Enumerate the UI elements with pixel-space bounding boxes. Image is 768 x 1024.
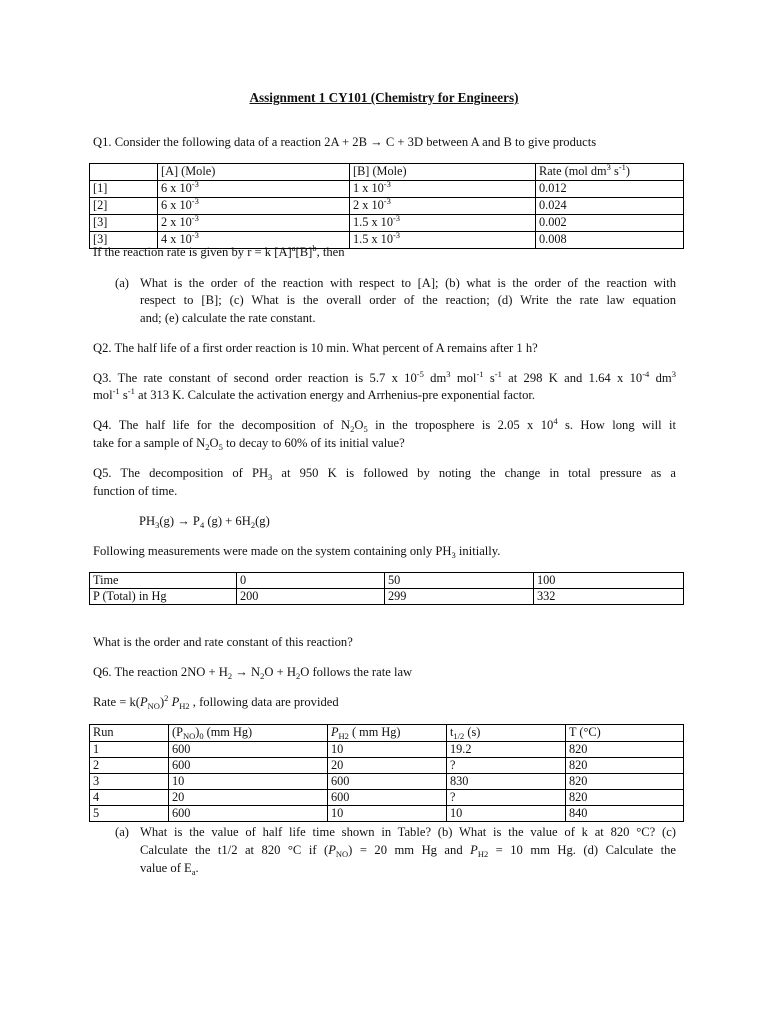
q6-cell: 600 [169,742,328,758]
q1-header-blank [90,164,158,181]
q5-equation: $PH_3(g) \to P_4$ $(g) + 6H_2(g)$ [139,514,270,530]
q1-header-rate: Rate (mol $dm^3$ $s^{-1}$) [536,164,684,181]
q6-cell: 20 [169,790,328,806]
table-row [90,790,684,806]
q6-cell: 600 [328,774,447,790]
q1-b-cell: 1.5 x $10^{-3}$ [350,215,536,232]
q6-cell: 1 [90,742,169,758]
q6-sub-line-1: What is the value of half life time shown in Table? (b) What is the value of k at 820 °C? (c) [140,825,676,839]
q1-rate-cell: 0.012 [536,181,684,198]
table-row [90,806,684,822]
q5-line-2: function of time. [93,484,178,498]
q5-cell: 100 [534,573,684,589]
q1-data-table [89,163,684,249]
q5-cell: 200 [237,589,385,605]
q6-data-table [89,724,684,822]
q6-cell: 19.2 [447,742,566,758]
q1-run-cell: [3] [90,232,158,249]
q5-measurements-line: Following measurements were made on the system containing only $PH_3$ initially. [93,544,501,560]
q6-cell: 830 [447,774,566,790]
q6-cell: 600 [169,806,328,822]
q3-line-1: Q3. The rate constant of second order reaction is 5.7 x $10^{-5}$ $dm^3$ mol$^{-1}$ $s^{-1}$ at 298 K and 1.64 x $10^{-4}$ $dm^3$ [93,369,676,385]
q6-cell: 5 [90,806,169,822]
q1-a-cell: 6 x $10^{-3}$ [158,181,350,198]
q1-a-cell: 6 x $10^{-3}$ [158,198,350,215]
q6-header-pno: $(P_{NO})_0$ (mm Hg) [169,725,328,742]
q6-cell: 820 [566,774,684,790]
q6-sub-label: (a) [115,825,129,839]
q1-b-cell: 2 x $10^{-3}$ [350,198,536,215]
table-row [90,215,684,232]
q1-sub-line-2: respect to [B]; (c) What is the overall order of the reaction; (d) Write the rate law equation [140,293,676,307]
q1-b-cell: 1 x $10^{-3}$ [350,181,536,198]
q6-cell: 10 [447,806,566,822]
q1-a-cell: 4 x $10^{-3}$ [158,232,350,249]
q1-rate-cell: 0.002 [536,215,684,232]
table-row [90,589,684,605]
q6-cell: 600 [169,758,328,774]
q6-header-half-life: $t_{1/2}$ (s) [447,725,566,742]
q6-cell: 3 [90,774,169,790]
q1-table-header-row [90,164,684,181]
table-row [90,758,684,774]
table-row [90,742,684,758]
q1-b-cell: 1.5 x $10^{-3}$ [350,232,536,249]
q6-sub-line-3: value of $E_a$. [140,861,199,877]
q1-sub-label: (a) [115,276,129,290]
q1-sub-line-3: and; (e) calculate the rate constant. [140,311,316,325]
q1-rate-cell: 0.024 [536,198,684,215]
q1-rate-cell: 0.008 [536,232,684,249]
q1-run-cell: [1] [90,181,158,198]
q1-intro: Q1. Consider the following data of a reaction 2A + 2B → C + 3D between A and B to give products [93,135,597,149]
q6-cell: 820 [566,790,684,806]
q6-cell: 10 [328,742,447,758]
q6-header-ph2: $P_{H2}$ ( mm Hg) [328,725,447,742]
q1-header-a: [A] (Mole) [158,164,350,181]
q5-cell: Time [90,573,237,589]
q1-a-cell: 2 x $10^{-3}$ [158,215,350,232]
q6-cell: ? [447,790,566,806]
q5-cell: P (Total) in Hg [90,589,237,605]
q4-line-2: take for a sample of $N_2O_5$ to decay to 60% of its initial value? [93,436,405,452]
table-row [90,198,684,215]
q1-run-cell: [3] [90,215,158,232]
q6-sub-line-2: Calculate the t1/2 at 820 °C if $(P_{NO}) = 20$ mm Hg and $P_{H2} = 10$ mm Hg. (d) Calculate the [140,843,677,859]
q6-cell: 20 [328,758,447,774]
q6-cell: 4 [90,790,169,806]
q2-text: Q2. The half life of a first order reaction is 10 min. What percent of A remains after 1 h? [93,341,538,355]
q6-line-1: Q6. The reaction $2NO + H_2 \to N_2O + H_2O$ follows the rate law [93,665,413,681]
q5-cell: 0 [237,573,385,589]
q1-run-cell: [2] [90,198,158,215]
q6-header-run: Run [90,725,169,742]
q6-rate-law: Rate = $k(P_{NO})^2$ $P_{H2}$ , following data are provided [93,693,339,711]
q1-sub-line-1: What is the order of the reaction with respect to [A]; (b) what is the order of the reaction with [140,276,676,290]
table-row [90,573,684,589]
q5-cell: 299 [385,589,534,605]
q5-line-1: Q5. The decomposition of $PH_3$ at 950 K is followed by noting the change in total pressure as a [93,466,676,482]
q6-cell: ? [447,758,566,774]
q4-line-1: Q4. The half life for the decomposition of $N_2O_5$ in the troposphere is 2.05 x $10^4$ s. How long will it [93,416,676,434]
q3-line-2: mol$^{-1}$ $s^{-1}$ at 313 K. Calculate the activation energy and Arrhenius-pre exponential factor. [93,386,536,402]
table-row [90,181,684,198]
q6-cell: 820 [566,742,684,758]
q5-cell: 50 [385,573,534,589]
q6-cell: 840 [566,806,684,822]
q1-header-b: [B] (Mole) [350,164,536,181]
q6-cell: 10 [169,774,328,790]
q6-cell: 820 [566,758,684,774]
table-row [90,774,684,790]
q6-cell: 10 [328,806,447,822]
assignment-title: Assignment 1 CY101 (Chemistry for Engineers) [249,90,519,105]
q1-rate-law-line: If the reaction rate is given by r = k $[A]^a[B]^b$, then [93,243,345,259]
q6-cell: 600 [328,790,447,806]
q5-data-table [89,572,684,605]
q6-header-temp: T (°C) [566,725,684,742]
q5-cell: 332 [534,589,684,605]
q6-table-header-row [90,725,684,742]
q6-cell: 2 [90,758,169,774]
q5-question: What is the order and rate constant of this reaction? [93,635,353,649]
